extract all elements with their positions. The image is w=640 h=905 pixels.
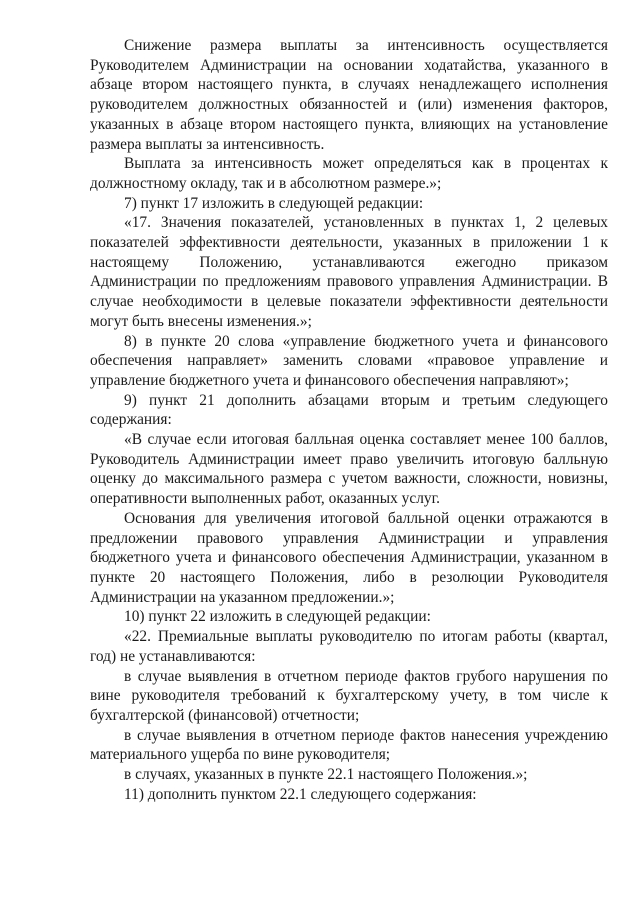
paragraph-reduction-of-payment: Снижение размера выплаты за интенсивность осуществляется Руководителем Администрации на основании ходатайства, указанного в абзаце втором настоящего пункта, в случаях ненадлежащего исполнения руководителем должностных обязанностей и (или) изменения факторов, указанных в абзаце втором настоящего пункта, влияющих на установление размера выплаты за интенсивность.: [90, 37, 608, 153]
paragraph-accounting-violation: в случае выявления в отчетном периоде фактов грубого нарушения по вине руководителя требований к бухгалтерскому учету, в том числе к бухгалтерской (финансовой) отчетности;: [90, 667, 608, 724]
paragraph-item-10: 10) пункт 22 изложить в следующей редакции:: [124, 608, 431, 626]
document-body: [90, 36, 608, 804]
paragraph-clause-22: «22. Премиальные выплаты руководителю по итогам работы (квартал, год) не устанавливаются:: [90, 628, 608, 665]
paragraph-clause-17: «17. Значения показателей, установленных в пунктах 1, 2 целевых показателей эффективности деятельности, указанных в приложении 1 к настоящему Положению, устанавливаются ежегодно приказом Администрации по предложениям правового управления Администрации. В случае необходимости в целевые показатели эффективности деятельности могут быть внесены изменения.»;: [90, 214, 608, 330]
paragraph-score-below-100: «В случае если итоговая балльная оценка составляет менее 100 баллов, Руководитель Администрации имеет право увеличить итоговую балльную оценку до максимального размера с учетом важности, сложности, новизны, оперативности выполненных работ, оказанных услуг.: [90, 431, 608, 508]
paragraph-item-8: 8) в пункте 20 слова «управление бюджетного учета и финансового обеспечения направляет» заменить словами «правовое управление и управление бюджетного учета и финансового обеспечения направляют»;: [90, 332, 608, 389]
paragraph-item-7: 7) пункт 17 изложить в следующей редакции:: [124, 194, 424, 212]
paragraph-item-11: 11) дополнить пунктом 22.1 следующего содержания:: [124, 785, 477, 803]
paragraph-grounds-for-increase: Основания для увеличения итоговой балльной оценки отражаются в предложении правового управления Администрации и управления бюджетного учета и финансового обеспечения Администрации, указанном в пункте 20 настоящего Положения, либо в резолюции Руководителя Администрации на указанном предложении.»;: [90, 509, 608, 606]
paragraph-material-damage: в случае выявления в отчетном периоде фактов нанесения учреждению материального ущерба по вине руководителя;: [90, 726, 608, 764]
paragraph-item-9: 9) пункт 21 дополнить абзацами вторым и третьим следующего содержания:: [90, 391, 608, 429]
paragraph-intensity-payment: Выплата за интенсивность может определяться как в процентах к должностному окладу, так и в абсолютном размере.»;: [90, 155, 608, 192]
paragraph-cases-22-1: в случаях, указанных в пункте 22.1 настоящего Положения.»;: [124, 766, 528, 784]
